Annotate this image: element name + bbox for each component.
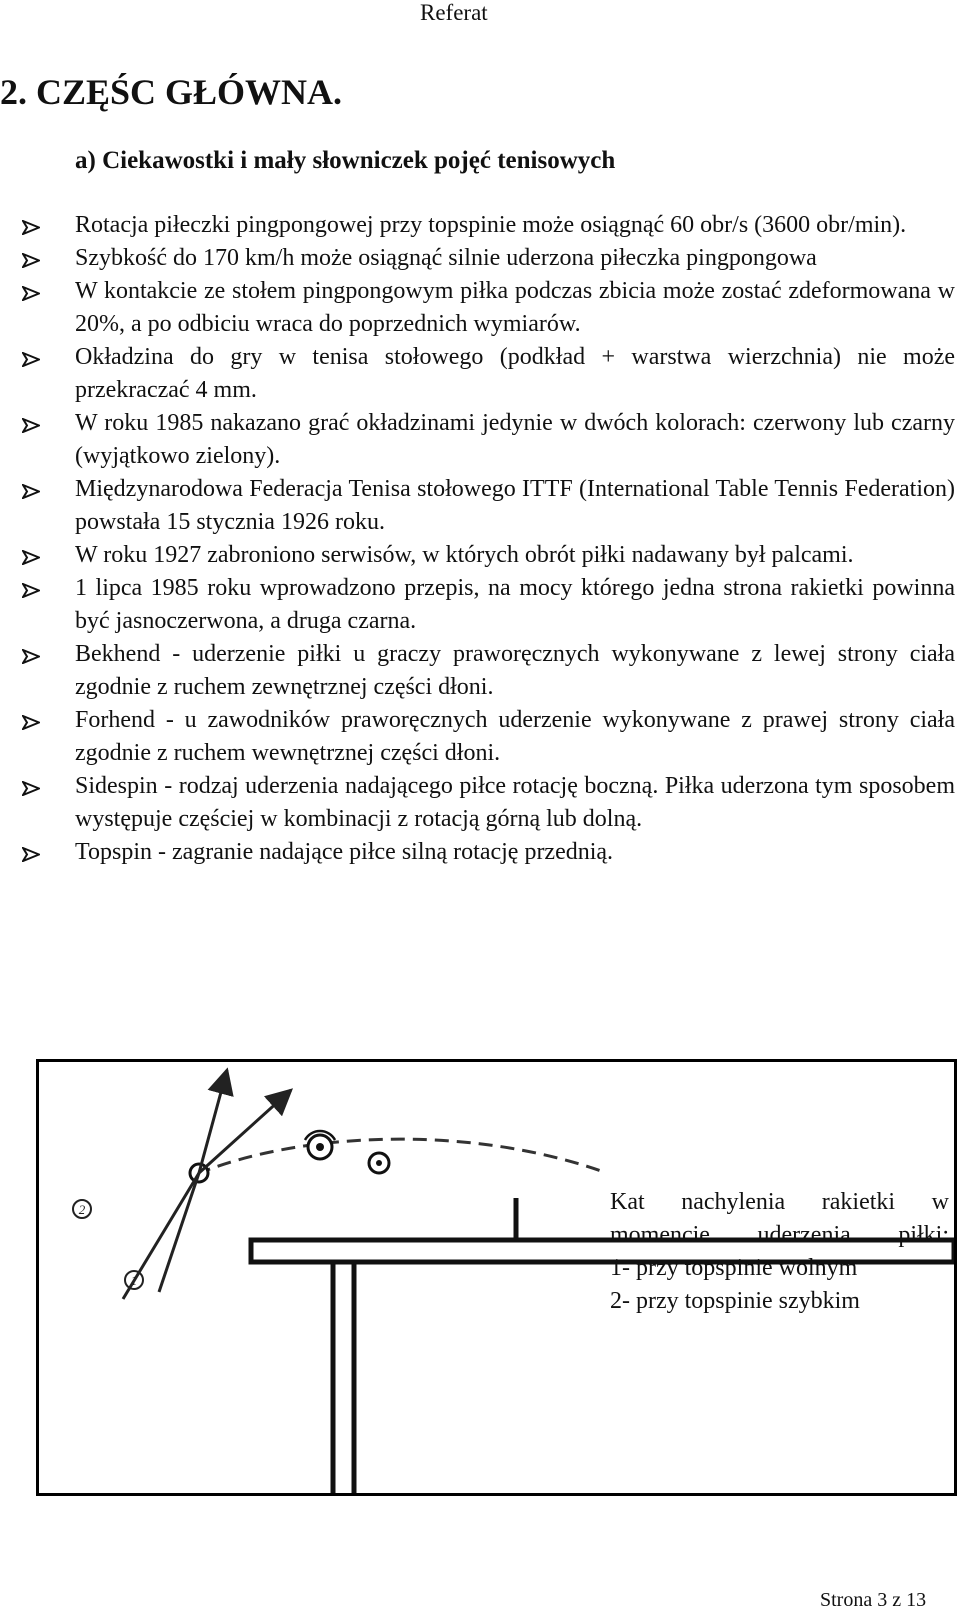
list-item-text: Okładzina do gry w tenisa stołowego (podkład + warstwa wierzchnia) nie może przekraczać 4 mm. xyxy=(75,344,955,403)
list-item-text: Sidespin - rodzaj uderzenia nadającego piłce rotację boczną. Piłka uderzona tym sposobem występuje częściej w kombinacji z rotacją górną lub dolną. xyxy=(75,773,955,832)
label-2: 2 xyxy=(78,1202,86,1217)
list-item xyxy=(75,209,955,242)
arrow-bullet-icon xyxy=(22,418,40,433)
label-1: 1 xyxy=(130,1273,138,1288)
arrow-bullet-icon xyxy=(22,847,40,862)
list-item-text: W roku 1927 zabroniono serwisów, w których obrót piłki nadawany był palcami. xyxy=(75,542,854,568)
list-item-text: W roku 1985 nakazano grać okładzinami jedynie w dwóch kolorach: czerwony lub czarny (wyjątkowo zielony). xyxy=(75,410,955,469)
arrow-direction-2 xyxy=(199,1070,227,1173)
section-heading: 2. CZĘŚC GŁÓWNA. xyxy=(0,72,343,112)
arrow-bullet-icon xyxy=(22,484,40,499)
list-item xyxy=(75,242,955,275)
list-item-text: Forhend - u zawodników praworęcznych uderzenie wykonywane z prawej strony ciała zgodnie z ruchem wewnętrznej części dłoni. xyxy=(75,707,955,766)
list-item-text: Międzynarodowa Federacja Tenisa stołowego ITTF (International Table Tennis Federation) powstała 15 stycznia 1926 roku. xyxy=(75,476,955,535)
bullet-list xyxy=(75,209,955,869)
caption-line-3: 1- przy topspinie wolnym xyxy=(610,1255,858,1281)
arrow-direction-1 xyxy=(199,1090,291,1173)
list-item xyxy=(75,539,955,572)
list-item xyxy=(75,836,955,869)
list-item-text: Bekhend - uderzenie piłki u graczy praworęcznych wykonywane z lewej strony ciała zgodnie z ruchem zewnętrznej części dłoni. xyxy=(75,641,955,700)
arrow-bullet-icon xyxy=(22,583,40,598)
arrow-bullet-icon xyxy=(22,649,40,664)
list-item-text: Rotacja piłeczki pingpongowej przy topspinie może osiągnąć 60 obr/s (3600 obr/min). xyxy=(75,212,907,238)
list-item xyxy=(75,704,955,770)
caption-line-1: Kat nachylenia rakietki w xyxy=(610,1189,949,1215)
list-item xyxy=(75,572,955,638)
list-item xyxy=(75,638,955,704)
arrow-bullet-icon xyxy=(22,220,40,235)
list-item-text: W kontakcie ze stołem pingpongowym piłka podczas zbicia może zostać zdeformowana w 20%, a po odbiciu wraca do poprzednich wymiarów. xyxy=(75,278,955,337)
arrow-bullet-icon xyxy=(22,715,40,730)
page-number: Strona 3 z 13 xyxy=(820,1589,927,1611)
list-item-text: 1 lipca 1985 roku wprowadzono przepis, na mocy którego jedna strona rakietki powinna być jasnoczerwona, a druga czarna. xyxy=(75,575,955,634)
arrow-bullet-icon xyxy=(22,550,40,565)
list-item-text: Topspin - zagranie nadające piłce silną rotację przednią. xyxy=(75,839,614,865)
subsection-heading: a) Ciekawostki i mały słowniczek pojęć tenisowych xyxy=(75,147,616,174)
racket-line-2 xyxy=(159,1173,199,1292)
arrow-bullet-icon xyxy=(22,352,40,367)
list-item-text: Szybkość do 170 km/h może osiągnąć silnie uderzona piłeczka pingpongowa xyxy=(75,245,817,271)
caption-line-4: 2- przy topspinie szybkim xyxy=(610,1288,860,1314)
figure-caption xyxy=(610,1186,949,1318)
caption-line-2: momencie uderzenia piłki: xyxy=(610,1222,949,1248)
list-item xyxy=(75,407,955,473)
document-header: Referat xyxy=(420,0,488,25)
list-item xyxy=(75,341,955,407)
arrow-bullet-icon xyxy=(22,286,40,301)
arrow-bullet-icon xyxy=(22,253,40,268)
arrow-bullet-icon xyxy=(22,781,40,796)
list-item xyxy=(75,770,955,836)
list-item xyxy=(75,275,955,341)
ball-trajectory xyxy=(197,1139,604,1174)
list-item xyxy=(75,473,955,539)
